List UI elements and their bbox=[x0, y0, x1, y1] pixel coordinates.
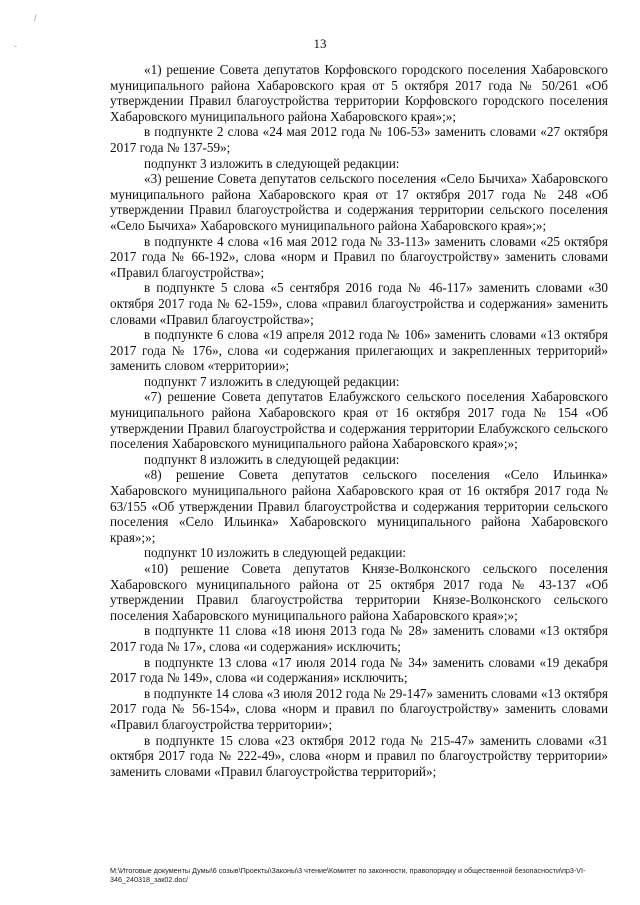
scan-mark: - bbox=[14, 41, 17, 51]
paragraph-item-8: «8) решение Совета депутатов сельского поселения «Село Ильинка» Хабаровского муниципального района Хабаровского края от 16 октября 2017 года № 63/155 «Об утверждении Правил благоустройства и содержания территории сельского поселения «Село Ильинка» Хабаровского муниципального района Хабаровского края»;»; bbox=[110, 467, 608, 545]
paragraph-subpoint-5: в подпункте 5 слова «5 сентября 2016 года № 46-117» заменить словами «30 октября 2017 года № 62-159», слова «правил благоустройства и содержания» заменить словами «Правил благоустройства»; bbox=[110, 280, 608, 327]
paragraph-item-10: «10) решение Совета депутатов Князе-Волконского сельского поселения Хабаровского муниципального района от 25 октября 2017 года № 43-137 «Об утверждении Правил благоустройства территории Князе-Волконского сельского поселения Хабаровского муниципального района Хабаровского края»;»; bbox=[110, 561, 608, 623]
paragraph-subpoint-4: в подпункте 4 слова «16 мая 2012 года № 33-113» заменить словами «25 октября 2017 года № 66-192», слова «норм и Правил по благоустройству» заменить словами «Правил благоустройства»; bbox=[110, 233, 608, 280]
paragraph-subpoint-14: в подпункте 14 слова «3 июля 2012 года № 29-147» заменить словами «13 октября 2017 года № 56-154», слова «норм и правил по благоустройству» заменить словами «Правил благоустройства территории»; bbox=[110, 685, 608, 732]
paragraph-subpoint-13: в подпункте 13 слова «17 июля 2014 года № 34» заменить словами «19 декабря 2017 года № 149», слова «и содержания» исключить; bbox=[110, 654, 608, 686]
footer-path-line-1: M:\Итоговые документы Думы\6 созыв\Проекты\Законы\3 чтение\Комитет по законности, правопорядку и общественной безопасности\пр3-VI- bbox=[110, 866, 586, 875]
paragraph-subpoint-2: в подпункте 2 слова «24 мая 2012 года № 106-53» заменить словами «27 октября 2017 года № 137-59»; bbox=[110, 124, 608, 155]
paragraph-instruction-3: подпункт 3 изложить в следующей редакции: bbox=[144, 155, 400, 171]
paragraph-item-7: «7) решение Совета депутатов Елабужского сельского поселения Хабаровского муниципального района Хабаровского края от 16 октября 2017 года № 154 «Об утверждении Правил благоустройства и содержания территории Елабужского сельского поселения Хабаровского муниципального района Хабаровского края»;»; bbox=[110, 389, 608, 452]
paragraph-instruction-8: подпункт 8 изложить в следующей редакции: bbox=[144, 451, 400, 467]
footer-path-line-2: 346_240318_зак02.doc/ bbox=[110, 875, 188, 884]
paragraph-subpoint-6: в подпункте 6 слова «19 апреля 2012 года № 106» заменить словами «13 октября 2017 года № 176», слова «и содержания прилегающих и закрепленных территорий» заменить словом «территории»; bbox=[110, 327, 608, 374]
paragraph-item-3: «3) решение Совета депутатов сельского поселения «Село Бычиха» Хабаровского муниципального района Хабаровского края от 17 октября 2017 года № 248 «Об утверждении Правил благоустройства и содержания территории сельского поселения «Село Бычиха» Хабаровского муниципального района Хабаровского края»;»; bbox=[110, 171, 608, 233]
scan-mark: / bbox=[34, 13, 37, 23]
page-number: 13 bbox=[313, 36, 327, 51]
paragraph-item-1: «1) решение Совета депутатов Корфовского городского поселения Хабаровского муниципального района Хабаровского края от 5 октября 2017 года № 50/261 «Об утверждении Правил благоустройства территории Корфовского городского поселения Хабаровского муниципального района Хабаровского края»;»; bbox=[110, 62, 608, 124]
paragraph-instruction-10: подпункт 10 изложить в следующей редакции: bbox=[144, 545, 407, 561]
paragraph-subpoint-15: в подпункте 15 слова «23 октября 2012 года № 215-47» заменить словами «31 октября 2017 года № 222-49», слова «норм и правил по благоустройству территории» заменить словами «Правил благоустройства территорий»; bbox=[110, 732, 608, 779]
file-path-footer bbox=[110, 866, 610, 884]
paragraph-instruction-7: подпункт 7 изложить в следующей редакции: bbox=[144, 373, 400, 389]
paragraph-subpoint-11: в подпункте 11 слова «18 июня 2013 года № 28» заменить словами «13 октября 2017 года № 17», слова «и содержания» исключить; bbox=[110, 623, 608, 654]
document-body bbox=[110, 62, 608, 779]
